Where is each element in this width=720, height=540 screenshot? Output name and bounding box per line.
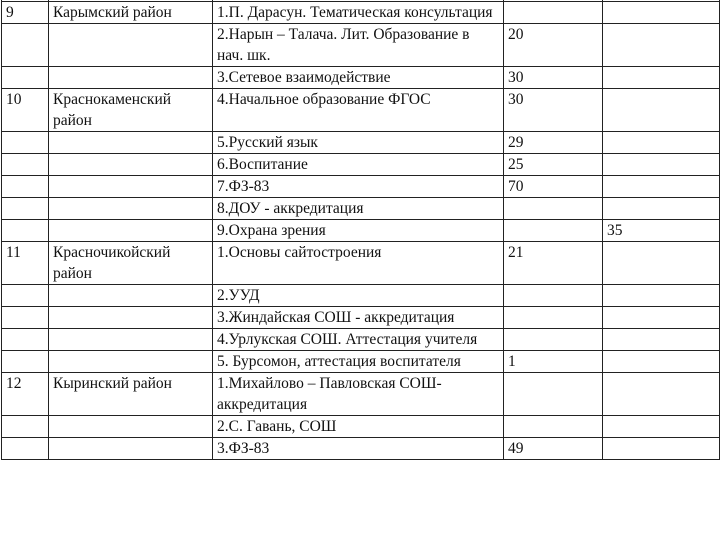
district-cell <box>49 67 213 89</box>
district-cell: Краснокаменский район <box>49 89 213 132</box>
table-row <box>2 198 720 220</box>
value-cell: 25 <box>504 154 603 176</box>
topic-cell: 1.Михайлово – Павловская СОШ-аккредитация <box>213 373 504 416</box>
district-cell <box>49 329 213 351</box>
value-cell <box>504 329 603 351</box>
row-number-cell <box>2 24 49 67</box>
table-row <box>2 2 720 24</box>
row-number-cell <box>2 351 49 373</box>
extra-value-cell <box>603 285 720 307</box>
extra-value-cell <box>603 329 720 351</box>
table-row <box>2 89 720 132</box>
district-cell <box>49 307 213 329</box>
table-row <box>2 329 720 351</box>
extra-value-cell <box>603 373 720 416</box>
table-row <box>2 242 720 285</box>
district-cell: Кыринский район <box>49 373 213 416</box>
district-cell: Красночикойский район <box>49 242 213 285</box>
extra-value-cell <box>603 132 720 154</box>
extra-value-cell <box>603 438 720 460</box>
district-cell <box>49 24 213 67</box>
table-body <box>2 0 720 460</box>
topic-cell: 2.Нарын – Талача. Лит. Образование в нач. шк. <box>213 24 504 67</box>
extra-value-cell <box>603 307 720 329</box>
row-number-cell: 9 <box>2 2 49 24</box>
row-number-cell <box>2 285 49 307</box>
topic-cell: 4.Урлукская СОШ. Аттестация учителя <box>213 329 504 351</box>
value-cell: 21 <box>504 242 603 285</box>
extra-value-cell <box>603 242 720 285</box>
row-number-cell: 11 <box>2 242 49 285</box>
value-cell: 30 <box>504 67 603 89</box>
topic-cell: 1.П. Дарасун. Тематическая консультация <box>213 2 504 24</box>
table-row <box>2 416 720 438</box>
district-cell <box>49 198 213 220</box>
topic-cell: 1.Основы сайтостроения <box>213 242 504 285</box>
row-number-cell <box>2 176 49 198</box>
row-number-cell: 10 <box>2 89 49 132</box>
row-number-cell <box>2 307 49 329</box>
row-number-cell <box>2 438 49 460</box>
extra-value-cell <box>603 351 720 373</box>
topic-cell: 3.Сетевое взаимодействие <box>213 67 504 89</box>
table-row <box>2 220 720 242</box>
extra-value-cell <box>603 154 720 176</box>
value-cell: 1 <box>504 351 603 373</box>
value-cell <box>504 307 603 329</box>
value-cell: 49 <box>504 438 603 460</box>
row-number-cell <box>2 220 49 242</box>
district-cell <box>49 176 213 198</box>
extra-value-cell <box>603 416 720 438</box>
district-cell <box>49 351 213 373</box>
topic-cell: 5. Бурсомон, аттестация воспитателя <box>213 351 504 373</box>
value-cell <box>504 416 603 438</box>
district-cell <box>49 416 213 438</box>
district-cell <box>49 220 213 242</box>
extra-value-cell <box>603 67 720 89</box>
topic-cell: 2.УУД <box>213 285 504 307</box>
district-table <box>1 0 720 460</box>
table-row <box>2 67 720 89</box>
extra-value-cell <box>603 2 720 24</box>
value-cell: 20 <box>504 24 603 67</box>
value-cell <box>504 285 603 307</box>
table-row <box>2 351 720 373</box>
topic-cell: 9.Охрана зрения <box>213 220 504 242</box>
district-cell: Карымский район <box>49 2 213 24</box>
extra-value-cell: 35 <box>603 220 720 242</box>
row-number-cell <box>2 67 49 89</box>
extra-value-cell <box>603 198 720 220</box>
row-number-cell <box>2 154 49 176</box>
district-cell <box>49 438 213 460</box>
topic-cell: 4.Начальное образование ФГОС <box>213 89 504 132</box>
topic-cell: 3.ФЗ-83 <box>213 438 504 460</box>
row-number-cell <box>2 132 49 154</box>
value-cell: 30 <box>504 89 603 132</box>
topic-cell: 5.Русский язык <box>213 132 504 154</box>
table-row <box>2 307 720 329</box>
table-row <box>2 24 720 67</box>
table-row <box>2 373 720 416</box>
district-cell <box>49 285 213 307</box>
extra-value-cell <box>603 24 720 67</box>
topic-cell: 7.ФЗ-83 <box>213 176 504 198</box>
value-cell <box>504 2 603 24</box>
row-number-cell <box>2 329 49 351</box>
row-number-cell <box>2 198 49 220</box>
topic-cell: 2.С. Гавань, СОШ <box>213 416 504 438</box>
district-cell <box>49 132 213 154</box>
value-cell <box>504 220 603 242</box>
table-row <box>2 176 720 198</box>
row-number-cell <box>2 416 49 438</box>
table-row <box>2 132 720 154</box>
table-row <box>2 154 720 176</box>
value-cell <box>504 198 603 220</box>
extra-value-cell <box>603 89 720 132</box>
value-cell <box>504 373 603 416</box>
topic-cell: 3.Жиндайская СОШ - аккредитация <box>213 307 504 329</box>
row-number-cell: 12 <box>2 373 49 416</box>
value-cell: 70 <box>504 176 603 198</box>
table-row <box>2 285 720 307</box>
district-cell <box>49 154 213 176</box>
extra-value-cell <box>603 176 720 198</box>
value-cell: 29 <box>504 132 603 154</box>
table-row <box>2 438 720 460</box>
topic-cell: 8.ДОУ - аккредитация <box>213 198 504 220</box>
topic-cell: 6.Воспитание <box>213 154 504 176</box>
